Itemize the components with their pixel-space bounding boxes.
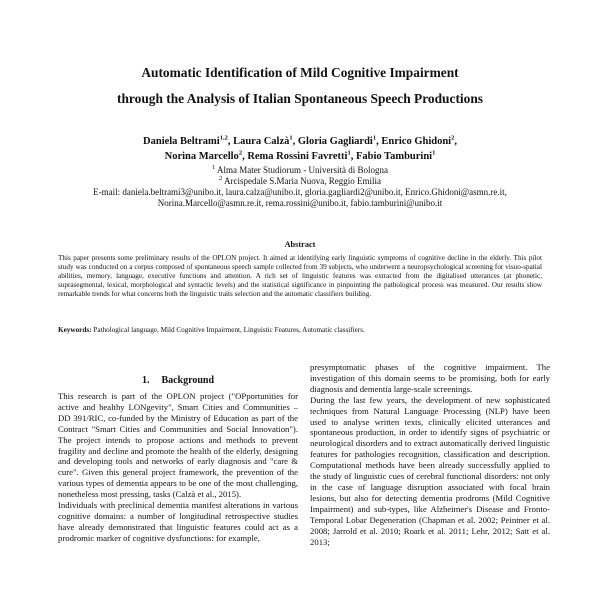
paper-title-line2: through the Analysis of Italian Spontaneous Speech Productions [117,91,483,106]
body-paragraph: During the last few years, the development of new sophisticated techniques from Natural Language Processing (NLP) have been used to analyse written texts, clinically elicited utterances and spontaneous production, in order to identify signs of psychiatric or neurological disorders and to extract automatically derived linguistic features for pathologies recognition, classification and description. Computational methods have been already successfully applied to the study of linguistic cues of cerebral functional disorders: not only in the case of language disruption associated with focal brain lesions, but also for detecting dementia prodroms (Mild Cognitive Impairment) and sub-types, like Alzheimer's Disease and Fronto-Temporal Lobar Degeneration (Chapman et al. 2002; Peintner et al. 2008; Jarrold et al. 2010; Roark et al. 2011; Lehr, 2012; Satt et al. 2013; [310,394,550,547]
keywords-label: Keywords: [58,326,92,334]
author-affiliation-mark: 2 [451,134,455,142]
author-name: Laura Calzà [233,136,290,147]
author-separator: , [242,151,248,162]
author-separator: , [350,151,356,162]
abstract-text: This paper presents some preliminary results of the OPLON project. It aimed at identifying early linguistic symptoms of cognitive decline in the elderly. This pilot study was conducted on a corpus composed of spontaneous speech sample collected from 39 subjects, who underwent a neuropsychological screening for visuo-spatial abilities, memory, language, executive functions and attention. A rich set of linguistic features was extracted from the digitalised utterances (at phonetic, suprasegmental, lexical, morphological and syntactic levels) and the statistical significance in pinpointing the pathological process was measured. Our results show remarkable trends for what concerns both the linguistic traits selection and the automatic classifiers building. [58,254,542,298]
author-list-line2 [40,149,560,164]
author-affiliation-mark: 1 [432,149,436,157]
author-name: Daniela Beltrami [143,136,220,147]
author-affiliation-mark: 2 [238,149,243,157]
author-affiliation-mark: 1 [347,149,351,157]
abstract-heading: Abstract [284,240,316,249]
author-affiliation-mark: 1,2 [219,134,228,142]
affiliation-line [40,176,560,187]
keywords-line [58,326,542,335]
author-name: Rema Rossini Favretti [247,151,348,162]
affiliations [40,165,560,209]
body-paragraph: This research is part of the OPLON project ("OPportunities for active and healthy LONgevity", Smart Cities and Communities – DD 391/RIC, co-funded by the Ministry of Education as part of the Contract "Smart Cities and Communities and Social Innovation"). The project intends to propose actions and methods to prevent fragility and decline and promote the health of the elderly, designing and developing tools and networks of early diagnosis and "care & cure". Given this general project framework, the prevention of the various types of dementia appears to be one of the most challenging, nonetheless most pressing, tasks (Calzà et al., 2015). [58,391,298,500]
affiliation-mark: 1 [212,164,216,171]
affiliation-line [40,165,560,176]
section-number: 1. [141,375,150,386]
author-name: Norina Marcello [164,151,239,162]
author-separator: , [376,136,382,147]
author-list-line1 [40,134,560,149]
right-column [310,362,550,547]
section-heading [58,374,298,387]
author-affiliation-mark: 1 [289,134,293,142]
section-title: Background [161,375,215,386]
body-paragraph: presymptomatic phases of the cognitive impairment. The investigation of this domain seems to be promising, both for early diagnosis and dementia large-scale screenings. [310,362,550,394]
author-separator: , [227,136,234,147]
affiliation-text: Arcispedale S.Maria Nuova, Reggio Emilia [222,176,381,186]
author-separator: , [454,136,457,147]
author-separator: , [292,136,298,147]
paper-title-line1: Automatic Identification of Mild Cognitive Impairment [141,65,459,80]
keywords-text: Pathological language, Mild Cognitive Impairment, Linguistic Features, Automatic classifiers. [91,326,365,334]
author-affiliation-mark: 1 [372,134,377,142]
email-line: E-mail: daniela.beltrami3@unibo.it, laura.calza@unibo.it, gloria.gagliardi2@unibo.it, Enrico.Ghidoni@asmn.re.it, [93,187,507,197]
author-name: Gloria Gagliardi [297,136,373,147]
author-name: Enrico Ghidoni [381,136,452,147]
affiliation-mark: 2 [219,175,223,182]
affiliation-text: Alma Mater Studiorum - Università di Bologna [215,165,388,175]
left-column [58,374,298,544]
author-name: Fabio Tamburini [355,151,433,162]
body-paragraph: Individuals with preclinical dementia manifest alterations in various cognitive domains: a number of longitudinal retrospective studies have already demonstrated that linguistic features could act as a prodromic marker of cognitive dysfunctions: for example, [58,500,298,543]
email-line: Norina.Marcello@asmn.re.it, rema.rossini@unibo.it, fabio.tamburini@unibo.it [157,198,443,208]
